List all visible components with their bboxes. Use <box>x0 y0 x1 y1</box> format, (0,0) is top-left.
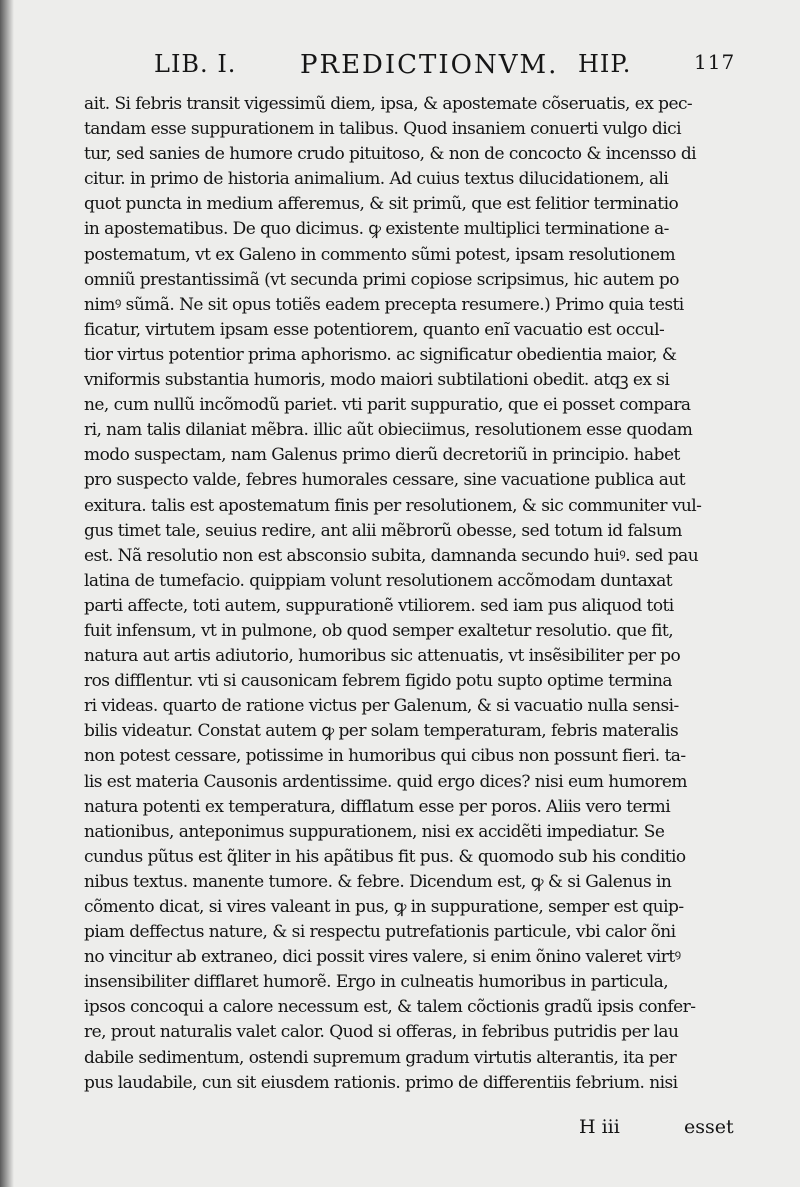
text-line: cõmento dicat, si vires valeant in pus, ꝙ in suppuratione, semper est quip- <box>84 897 684 917</box>
running-head-title: PREDICTIONVM. <box>300 50 559 80</box>
text-line: nationibus, anteponimus suppurationem, nisi ex accidẽti impediatur. Se <box>84 821 665 842</box>
text-line: tior virtus potentior prima aphorismo. ac significatur obedientia maior, & <box>84 344 677 365</box>
text-line: exitura. talis est apostematum finis per resolutionem, & sic communiter vul- <box>84 495 702 516</box>
text-line: insensibiliter difflaret humorẽ. Ergo in culneatis humoribus in particula, <box>84 972 669 993</box>
text-line: re, prout naturalis valet calor. Quod si offeras, in febribus putridis per lau <box>84 1022 679 1043</box>
text-line: bilis videatur. Constat autem ꝙ per solam temperaturam, febris materalis <box>84 721 679 742</box>
text-block <box>84 92 734 1096</box>
text-line: ipsos concoqui a calore necessum est, & talem cõctionis gradũ ipsis confer- <box>84 997 696 1018</box>
text-line: gus timet tale, seuius redire, ant alii mẽbrorũ obesse, sed totum id falsum <box>84 520 682 541</box>
text-line: no vincitur ab extraneo, dici possit vires valere, si enim õnino valeret virtꝰ <box>84 947 681 968</box>
text-line: ros difflentur. vti si causonicam febrem figido potu supto optime termina <box>84 671 672 692</box>
text-line: ficatur, virtutem ipsam esse potentiorem, quanto enĩ vacuatio est occul- <box>84 319 665 340</box>
text-line: modo suspectam, nam Galenus primo dierũ decretoriũ in principio. habet <box>84 445 680 466</box>
text-line: omniũ prestantissimã (vt secunda primi copiose scripsimus, hic autem po <box>84 269 679 290</box>
folio-number: 117 <box>694 50 736 74</box>
text-line: quot puncta in medium afferemus, & sit primũ, que est felitior terminatio <box>84 194 679 215</box>
text-line: ait. Si febris transit vigessimũ diem, ipsa, & apostemate cõseruatis, ex pec- <box>84 94 693 114</box>
signature-mark: H iii <box>579 1116 620 1138</box>
text-line: latina de tumefacio. quippiam volunt resolutionem accõmodam duntaxat <box>84 570 673 591</box>
text-line: fuit infensum, vt in pulmone, ob quod semper exaltetur resolutio. que fit, <box>84 620 674 641</box>
page-gutter-shadow <box>0 0 14 1187</box>
text-line: ri, nam talis dilaniat mẽbra. illic aũt obieciimus, resolutionem esse quodam <box>84 420 693 441</box>
text-line: nibus textus. manente tumore. & febre. Dicendum est, ꝙ & si Galenus in <box>84 871 672 892</box>
text-line: ri videas. quarto de ratione victus per Galenum, & si vacuatio nulla sensi- <box>84 696 679 717</box>
text-line: non potest cessare, potissime in humoribus qui cibus non possunt fieri. ta- <box>84 746 686 767</box>
page-footer <box>84 1112 734 1146</box>
text-line: est. Nã resolutio non est absconsio subita, damnanda secundo huiꝰ. sed pau <box>84 545 699 566</box>
text-line: postematum, vt ex Galeno in commento sũmi potest, ipsam resolutionem <box>84 244 676 265</box>
running-head-book: LIB. I. <box>154 50 237 78</box>
text-line: citur. in primo de historia animalium. Ad cuius textus dilucidationem, ali <box>84 169 669 190</box>
text-line: vniformis substantia humoris, modo maiori subtilationi obedit. atqꝫ ex si <box>84 370 670 391</box>
running-head-author: HIP. <box>578 50 632 78</box>
catchword: esset <box>684 1116 734 1138</box>
text-line: tandam esse suppurationem in talibus. Quod insaniem conuerti vulgo dici <box>84 119 681 140</box>
text-line: dabile sedimentum, ostendi supremum gradum virtutis alterantis, ita per <box>84 1047 677 1068</box>
text-line: cundus pũtus est q̃liter in his apãtibus fit pus. & quomodo sub his conditio <box>84 846 686 867</box>
text-line: pus laudabile, cun sit eiusdem rationis. primo de differentiis febrium. nisi <box>84 1072 678 1093</box>
text-line: lis est materia Causonis ardentissime. quid ergo dices? nisi eum humorem <box>84 771 687 792</box>
text-line: parti affecte, toti autem, suppurationẽ vtiliorem. sed iam pus aliquod toti <box>84 595 674 616</box>
text-line: piam deffectus nature, & si respectu putrefationis particule, vbi calor õni <box>84 922 676 943</box>
text-line: ne, cum nullũ incõmodũ pariet. vti parit suppuratio, que ei posset compara <box>84 395 691 416</box>
text-line: in apostematibus. De quo dicimus. ꝙ existente multiplici terminatione a- <box>84 219 669 240</box>
text-line: natura aut artis adiutorio, humoribus sic attenuatis, vt insẽsibiliter per po <box>84 646 681 667</box>
text-line: pro suspecto valde, febres humorales cessare, sine vacuatione publica aut <box>84 470 686 491</box>
text-line: tur, sed sanies de humore crudo pituitoso, & non de concocto & incensso di <box>84 144 697 165</box>
text-line: nimꝰ sũmã. Ne sit opus totiẽs eadem precepta resumere.) Primo quia testi <box>84 294 684 315</box>
text-line: natura potenti ex temperatura, difflatum esse per poros. Aliis vero termi <box>84 796 671 817</box>
running-head <box>150 44 740 84</box>
